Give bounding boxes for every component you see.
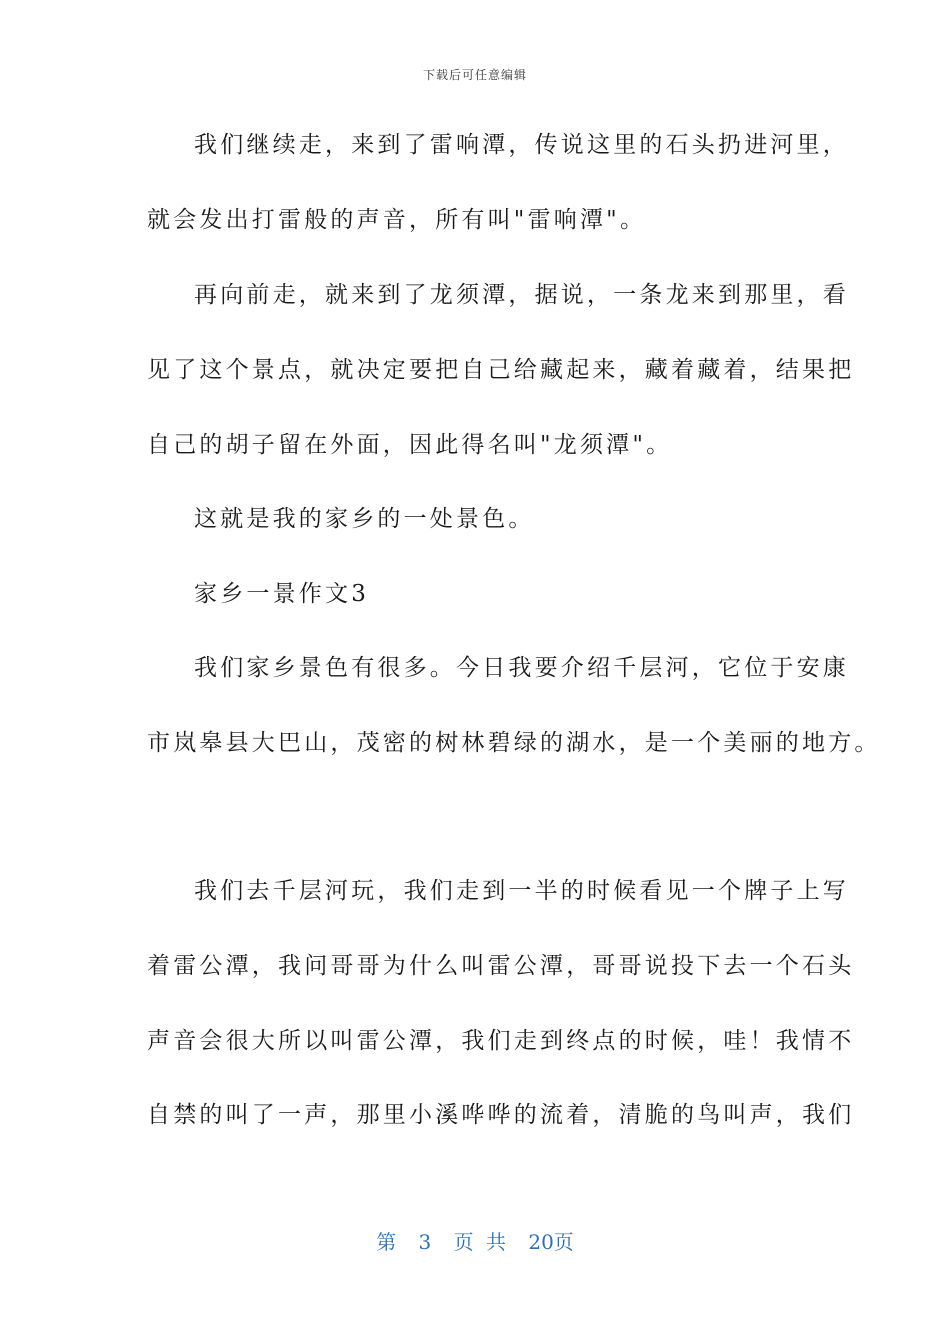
paragraph-line: 我们继续走，来到了雷响潭，传说这里的石头扔进河里，	[194, 132, 849, 158]
paragraph-line: 自己的胡子留在外面，因此得名叫"龙须潭"。	[147, 432, 673, 458]
paragraph-line: 我们家乡景色有很多。今日我要介绍千层河，它位于安康	[194, 655, 849, 681]
paragraph-line: 这就是我的家乡的一处景色。	[194, 506, 535, 532]
page-number-footer	[0, 1226, 950, 1255]
paragraph-line: 就会发出打雷般的声音，所有叫"雷响潭"。	[147, 207, 647, 233]
section-heading: 家乡一景作文3	[194, 581, 370, 607]
paragraph-line: 市岚皋县大巴山，茂密的树林碧绿的湖水，是一个美丽的地方。	[147, 730, 881, 756]
paragraph-line: 再向前走，就来到了龙须潭，据说，一条龙来到那里，看	[194, 282, 849, 308]
paragraph-line: 声音会很大所以叫雷公潭，我们走到终点的时候，哇！我情不	[147, 1028, 855, 1054]
paragraph-line: 见了这个景点，就决定要把自己给藏起来，藏着藏着，结果把	[147, 357, 855, 383]
paragraph-line: 我们去千层河玩，我们走到一半的时候看见一个牌子上写	[194, 878, 849, 904]
current-page: 3	[418, 1230, 432, 1254]
paragraph-line: 着雷公潭，我问哥哥为什么叫雷公潭，哥哥说投下去一个石头	[147, 953, 855, 979]
page-middle: 页 共	[453, 1230, 506, 1254]
page-prefix: 第	[376, 1230, 397, 1254]
header-note: 下载后可任意编辑	[422, 68, 527, 82]
paragraph-line: 自禁的叫了一声，那里小溪哗哗的流着，清脆的鸟叫声，我们	[147, 1102, 855, 1128]
total-pages: 20页	[528, 1230, 574, 1254]
